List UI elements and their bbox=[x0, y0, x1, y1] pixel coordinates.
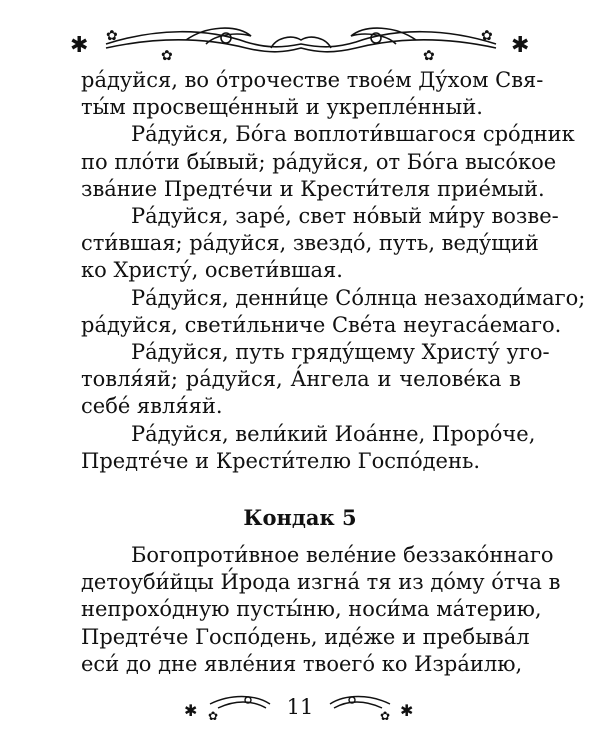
akathist-text bbox=[81, 67, 586, 475]
text-line: ко Христу́, освети́вшая. bbox=[81, 258, 343, 283]
svg-text:✿: ✿ bbox=[161, 48, 173, 64]
text-line: себе́ явля́яй. bbox=[81, 394, 223, 419]
paragraph bbox=[81, 421, 536, 475]
text-line: по пло́ти бы́вый; ра́дуйся, от Бо́га высо́кое bbox=[81, 149, 557, 174]
svg-text:✿: ✿ bbox=[423, 48, 435, 64]
text-line: непрохо́дную пусты́ню, носи́ма ма́терию, bbox=[81, 597, 542, 622]
paragraph bbox=[81, 121, 575, 203]
text-line: сти́вшая; ра́дуйся, звездо́, путь, веду́щий bbox=[81, 231, 539, 256]
top-floral-ornament bbox=[66, 18, 536, 68]
kontakion-text bbox=[81, 542, 561, 678]
text-line: Ра́дуйся, Бо́га воплоти́вшагося сро́дник bbox=[131, 122, 575, 147]
text-line: ра́дуйся, свети́льниче Све́та неугаса́емаго. bbox=[81, 312, 562, 337]
section-heading: Кондак 5 bbox=[243, 505, 357, 530]
svg-text:✱: ✱ bbox=[511, 33, 530, 58]
svg-text:✱: ✱ bbox=[184, 701, 198, 720]
text-line: ра́дуйся, во о́трочестве твое́м Ду́хом Свя- bbox=[81, 68, 544, 92]
page-number: 11 bbox=[286, 695, 314, 719]
text-line: Ра́дуйся, денни́це Со́лнца незаходи́маго; bbox=[131, 285, 586, 310]
text-line: Предте́че и Крести́телю Госпо́день. bbox=[81, 448, 481, 473]
text-line: Ра́дуйся, вели́кий Иоа́нне, Проро́че, bbox=[131, 421, 536, 446]
svg-text:✿: ✿ bbox=[481, 28, 493, 44]
text-line: Ра́дуйся, заре́, свет но́вый ми́ру возве- bbox=[131, 204, 559, 229]
svg-text:✿: ✿ bbox=[380, 709, 391, 723]
paragraph bbox=[81, 285, 586, 339]
svg-text:✱: ✱ bbox=[400, 701, 414, 720]
text-line: детоуби́йцы И́рода изгна́ тя из до́му о́тча в bbox=[81, 570, 561, 595]
svg-text:✿: ✿ bbox=[106, 28, 118, 44]
text-line: товля́яй; ра́дуйся, А́нгела и челове́ка в bbox=[81, 367, 521, 392]
text-line: зва́ние Предте́чи и Крести́теля прие́мый. bbox=[81, 176, 545, 201]
text-line: ты́м просвеще́нный и укрепле́нный. bbox=[81, 95, 483, 120]
text-line: еси́ до дне явле́ния твоего́ ко Изра́илю, bbox=[81, 651, 523, 676]
paragraph bbox=[81, 67, 544, 121]
paragraph bbox=[81, 339, 550, 421]
paragraph bbox=[81, 203, 559, 285]
svg-text:✿: ✿ bbox=[208, 709, 219, 723]
text-line: Ра́дуйся, путь гряду́щему Христу́ уго- bbox=[131, 340, 550, 365]
text-line: Предте́че Госпо́день, иде́же и пребыва́л bbox=[81, 624, 530, 649]
svg-text:✱: ✱ bbox=[70, 33, 89, 58]
text-line: Богопроти́вное веле́ние беззако́ннаго bbox=[131, 543, 554, 567]
